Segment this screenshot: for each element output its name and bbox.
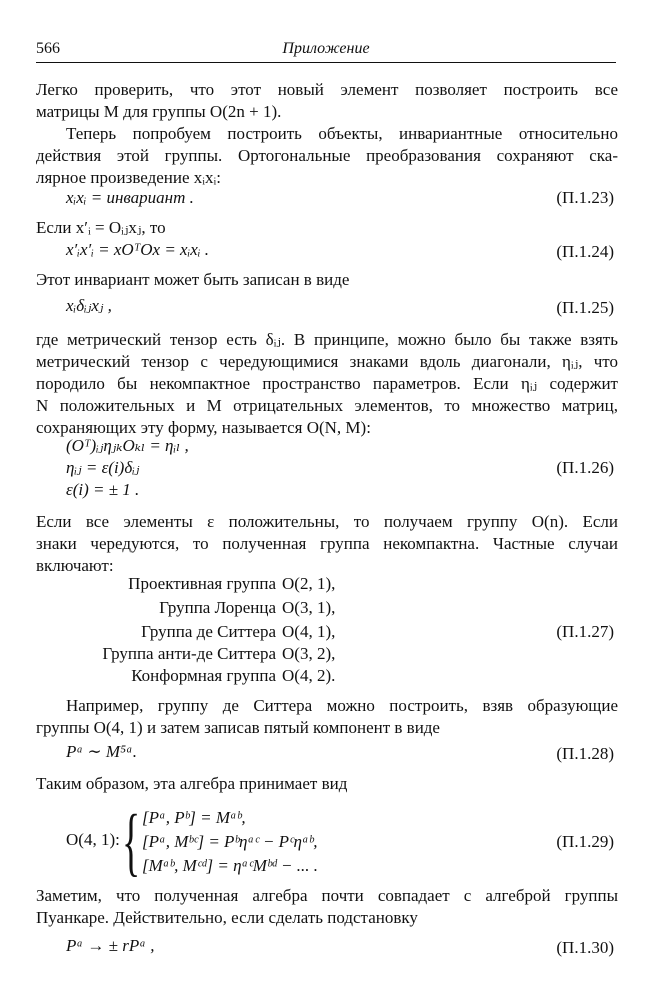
equation-number: (П.1.23) (556, 188, 614, 207)
equation: ηᵢⱼ = ε(i)δᵢⱼ (66, 458, 140, 477)
equation-label: O(4, 1): (66, 830, 120, 849)
group-name: Группа анти-де Ситтера (102, 644, 276, 663)
text-line: породило бы некомпактное пространство параметров. Если ηᵢⱼ содержит (36, 374, 618, 393)
text-line: включают: (36, 556, 114, 575)
text-line: Например, группу де Ситтера можно построить, взяв образующие (66, 696, 618, 715)
equation: xᵢxᵢ = инвариант . (66, 188, 194, 207)
equation: [Pᵃ, Mᵇᶜ] = Pᵇηᵃᶜ − Pᶜηᵃᵇ, (142, 832, 318, 851)
equation: (Oᵀ)ᵢⱼηⱼₖOₖₗ = ηᵢₗ , (66, 436, 189, 455)
text-line: Этот инвариант может быть записан в виде (36, 270, 350, 289)
group-formula: O(2, 1), (282, 574, 336, 593)
equation-number: (П.1.30) (556, 938, 614, 957)
text-line: сохраняющих эту форму, называется O(N, M): (36, 418, 371, 437)
text-line: матрицы M для группы O(2n + 1). (36, 102, 282, 121)
text-line: Если все элементы ε положительны, то получаем группу O(n). Если (36, 512, 618, 531)
text-line: Таким образом, эта алгебра принимает вид (36, 774, 348, 793)
text-line: N положительных и M отрицательных элементов, то множество матриц, (36, 396, 618, 415)
text-line: лярное произведение xᵢxᵢ: (36, 168, 222, 187)
text-line: где метрический тензор есть δᵢⱼ. В принципе, можно было бы также взять (36, 330, 618, 349)
group-name: Проективная группа (128, 574, 276, 593)
left-brace: { (122, 800, 141, 884)
equation: xᵢδᵢⱼxⱼ , (66, 296, 112, 315)
group-formula: O(3, 1), (282, 598, 336, 617)
text-line: Заметим, что полученная алгебра почти совпадает с алгеброй группы (36, 886, 618, 905)
text-line: Пуанкаре. Действительно, если сделать подстановку (36, 908, 418, 927)
text-line: Теперь попробуем построить объекты, инвариантные относительно (66, 124, 618, 143)
running-title: Приложение (282, 40, 370, 57)
equation: x′ᵢx′ᵢ = xOᵀOx = xᵢxᵢ . (66, 240, 210, 259)
equation-number: (П.1.26) (556, 458, 614, 477)
group-formula: O(4, 1), (282, 622, 336, 641)
group-name: Группа де Ситтера (141, 622, 276, 641)
equation-number: (П.1.29) (556, 832, 614, 851)
text-line: знаки чередуются, то полученная группа некомпактна. Частные случаи (36, 534, 618, 553)
text-line: метрический тензор с чередующимися знаками вдоль диагонали, ηᵢⱼ, что (36, 352, 618, 371)
equation-number: (П.1.28) (556, 744, 614, 763)
equation: Pᵃ ∼ M⁵ᵃ. (66, 742, 137, 761)
group-name: Конформная группа (131, 666, 276, 685)
equation: [Mᵃᵇ, Mᶜᵈ] = ηᵃᶜMᵇᵈ − ... . (142, 856, 319, 875)
page-number: 566 (36, 40, 60, 57)
equation: ε(i) = ± 1 . (66, 480, 140, 499)
group-formula: O(3, 2), (282, 644, 336, 663)
text-line: Если x′ᵢ = Oᵢⱼxⱼ, то (36, 218, 166, 237)
text-line: действия этой группы. Ортогональные преобразования сохраняют ска- (36, 146, 618, 165)
equation-number: (П.1.24) (556, 242, 614, 261)
page-header (36, 40, 616, 63)
text-line: Легко проверить, что этот новый элемент позволяет построить все (36, 80, 618, 99)
equation: Pᵃ → ± rPᵃ , (66, 936, 155, 955)
text-line: группы O(4, 1) и затем записав пятый компонент в виде (36, 718, 440, 737)
equation-number: (П.1.25) (556, 298, 614, 317)
group-name: Группа Лоренца (159, 598, 276, 617)
equation-number: (П.1.27) (556, 622, 614, 641)
equation: [Pᵃ, Pᵇ] = Mᵃᵇ, (142, 808, 246, 827)
group-formula: O(4, 2). (282, 666, 336, 685)
